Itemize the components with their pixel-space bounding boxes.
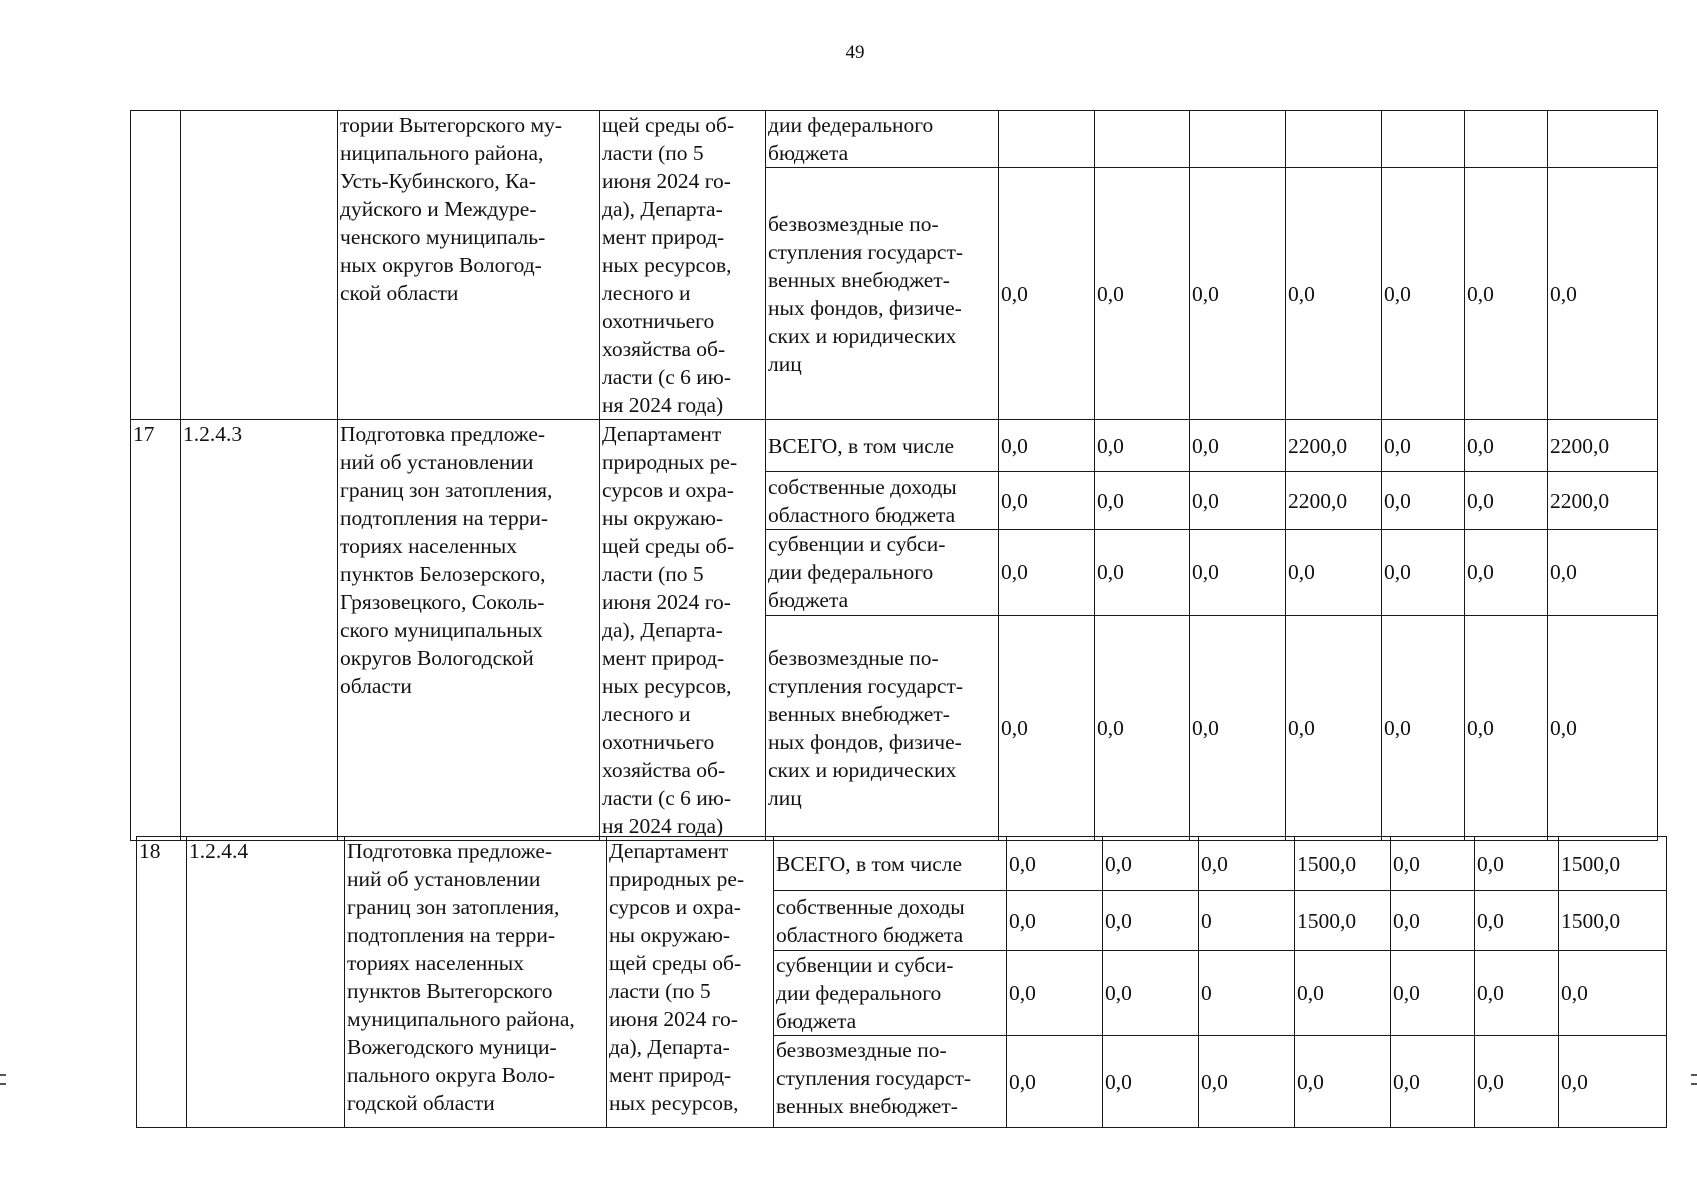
value-cell: [1095, 111, 1190, 168]
item-17-row: [131, 420, 1658, 472]
value-cell: 0,0: [1559, 951, 1667, 1036]
value-cell: 0,0: [1095, 168, 1190, 420]
value-cell: [999, 111, 1095, 168]
value-cell: 0,0: [1295, 1036, 1391, 1128]
value-cell: 0,0: [1190, 472, 1286, 530]
value-cell: 2200,0: [1286, 472, 1382, 530]
value-cell: 0,0: [1391, 951, 1475, 1036]
value-cell: 0,0: [999, 530, 1095, 616]
measure-name-cell: Подготовка предложе- ний об установлении границ зон затопления, подтопления на терри- ториях населенных пунктов Вытегорского муниципального района, Вожегодского муници- пального округа Воло- годской области: [345, 837, 607, 1128]
value-cell: 0,0: [999, 168, 1095, 420]
value-cell: 0,0: [1382, 615, 1465, 840]
value-cell: 0,0: [1559, 1036, 1667, 1128]
row-number-cell: [131, 111, 181, 420]
funding-source-cell: безвозмездные по- ступления государст- венных внебюджет-: [774, 1036, 1007, 1128]
value-cell: 0,0: [1382, 168, 1465, 420]
executor-cell: щей среды об- ласти (по 5 июня 2024 го- да), Департа- мент природ- ных ресурсов, лесного и охотничьего хозяйства об- ласти (с 6 ию- ня 2024 года): [600, 111, 766, 420]
value-cell: 0,0: [1382, 472, 1465, 530]
funding-source-cell: собственные доходы областного бюджета: [774, 891, 1007, 951]
value-cell: 0,0: [1199, 1036, 1295, 1128]
value-cell: 0,0: [1382, 530, 1465, 616]
value-cell: 0,0: [1190, 168, 1286, 420]
funding-source-cell: безвозмездные по- ступления государст- венных внебюджет- ных фондов, физиче- ских и юридических лиц: [766, 615, 999, 840]
value-cell: [1548, 111, 1658, 168]
budget-table-lower: [136, 836, 1667, 1128]
value-cell: 1500,0: [1559, 837, 1667, 891]
value-cell: 0,0: [1465, 530, 1548, 616]
value-cell: 0,0: [1475, 891, 1559, 951]
scan-mark-left: [0, 1083, 6, 1085]
value-cell: 2200,0: [1286, 420, 1382, 472]
value-cell: 0,0: [1190, 530, 1286, 616]
funding-source-cell: безвозмездные по- ступления государст- венных внебюджет- ных фондов, физиче- ских и юридических лиц: [766, 168, 999, 420]
row-code-cell: 1.2.4.3: [181, 420, 338, 841]
value-cell: 0: [1199, 891, 1295, 951]
value-cell: 0,0: [1007, 837, 1103, 891]
value-cell: 0,0: [1095, 472, 1190, 530]
value-cell: 0,0: [1465, 472, 1548, 530]
value-cell: 0,0: [1103, 891, 1199, 951]
funding-source-cell: субвенции и субси- дии федерального бюджета: [766, 530, 999, 616]
value-cell: 0,0: [1007, 951, 1103, 1036]
measure-name-cell: тории Вытегорского му- ниципального района, Усть-Кубинского, Ка- дуйского и Междуре- ченского муниципаль- ных округов Вологод- ской области: [338, 111, 600, 420]
scan-mark-right: [1691, 1083, 1697, 1085]
value-cell: 1500,0: [1295, 891, 1391, 951]
value-cell: 0,0: [1190, 420, 1286, 472]
value-cell: 0,0: [1007, 1036, 1103, 1128]
value-cell: [1465, 111, 1548, 168]
row-number-cell: 18: [137, 837, 187, 1128]
value-cell: 0,0: [1465, 420, 1548, 472]
value-cell: 0,0: [1382, 420, 1465, 472]
value-cell: 0,0: [1199, 837, 1295, 891]
value-cell: 0,0: [1103, 951, 1199, 1036]
budget-table-upper: [130, 110, 1658, 841]
value-cell: 2200,0: [1548, 420, 1658, 472]
continuation-row: [131, 111, 1658, 168]
value-cell: 0,0: [1475, 1036, 1559, 1128]
value-cell: 0,0: [1103, 837, 1199, 891]
value-cell: 0,0: [1465, 168, 1548, 420]
value-cell: 1500,0: [1559, 891, 1667, 951]
item-18-row: [137, 837, 1667, 891]
value-cell: 0,0: [1548, 168, 1658, 420]
value-cell: 2200,0: [1548, 472, 1658, 530]
value-cell: 0,0: [1286, 615, 1382, 840]
funding-source-cell: собственные доходы областного бюджета: [766, 472, 999, 530]
row-code-cell: 1.2.4.4: [187, 837, 345, 1128]
value-cell: 0,0: [1095, 530, 1190, 616]
funding-source-cell: ВСЕГО, в том числе: [774, 837, 1007, 891]
value-cell: 0,0: [999, 420, 1095, 472]
value-cell: [1382, 111, 1465, 168]
value-cell: 0,0: [1286, 530, 1382, 616]
value-cell: 0,0: [1286, 168, 1382, 420]
measure-name-cell: Подготовка предложе- ний об установлении границ зон затопления, подтопления на терри- ториях населенных пунктов Белозерского, Грязовецкого, Соколь- ского муниципальных округов Вологодской области: [338, 420, 600, 841]
value-cell: 0,0: [1391, 891, 1475, 951]
value-cell: 0,0: [1095, 420, 1190, 472]
value-cell: 0,0: [1475, 837, 1559, 891]
row-code-cell: [181, 111, 338, 420]
executor-cell: Департамент природных ре- сурсов и охра- ны окружаю- щей среды об- ласти (по 5 июня 2024 го- да), Департа- мент природ- ных ресурсов,: [607, 837, 774, 1128]
value-cell: 0,0: [1548, 615, 1658, 840]
value-cell: 0,0: [1295, 951, 1391, 1036]
executor-cell: Департамент природных ре- сурсов и охра- ны окружаю- щей среды об- ласти (по 5 июня 2024 го- да), Департа- мент природ- ных ресурсов, лесного и охотничьего хозяйства об- ласти (с 6 ию- ня 2024 года): [600, 420, 766, 841]
funding-source-cell: ВСЕГО, в том числе: [766, 420, 999, 472]
funding-source-cell: субвенции и субси- дии федерального бюджета: [774, 951, 1007, 1036]
value-cell: 0,0: [1475, 951, 1559, 1036]
value-cell: 0,0: [999, 615, 1095, 840]
value-cell: 1500,0: [1295, 837, 1391, 891]
value-cell: [1286, 111, 1382, 168]
value-cell: 0,0: [1465, 615, 1548, 840]
value-cell: 0: [1199, 951, 1295, 1036]
value-cell: 0,0: [1391, 1036, 1475, 1128]
scan-mark-right: [1691, 1074, 1697, 1076]
funding-source-cell: дии федерального бюджета: [766, 111, 999, 168]
value-cell: 0,0: [1391, 837, 1475, 891]
value-cell: 0,0: [1103, 1036, 1199, 1128]
value-cell: 0,0: [1548, 530, 1658, 616]
value-cell: 0,0: [1190, 615, 1286, 840]
value-cell: 0,0: [999, 472, 1095, 530]
page-number: 49: [845, 42, 865, 63]
scan-mark-left: [0, 1074, 6, 1076]
value-cell: [1190, 111, 1286, 168]
row-number-cell: 17: [131, 420, 181, 841]
value-cell: 0,0: [1095, 615, 1190, 840]
value-cell: 0,0: [1007, 891, 1103, 951]
